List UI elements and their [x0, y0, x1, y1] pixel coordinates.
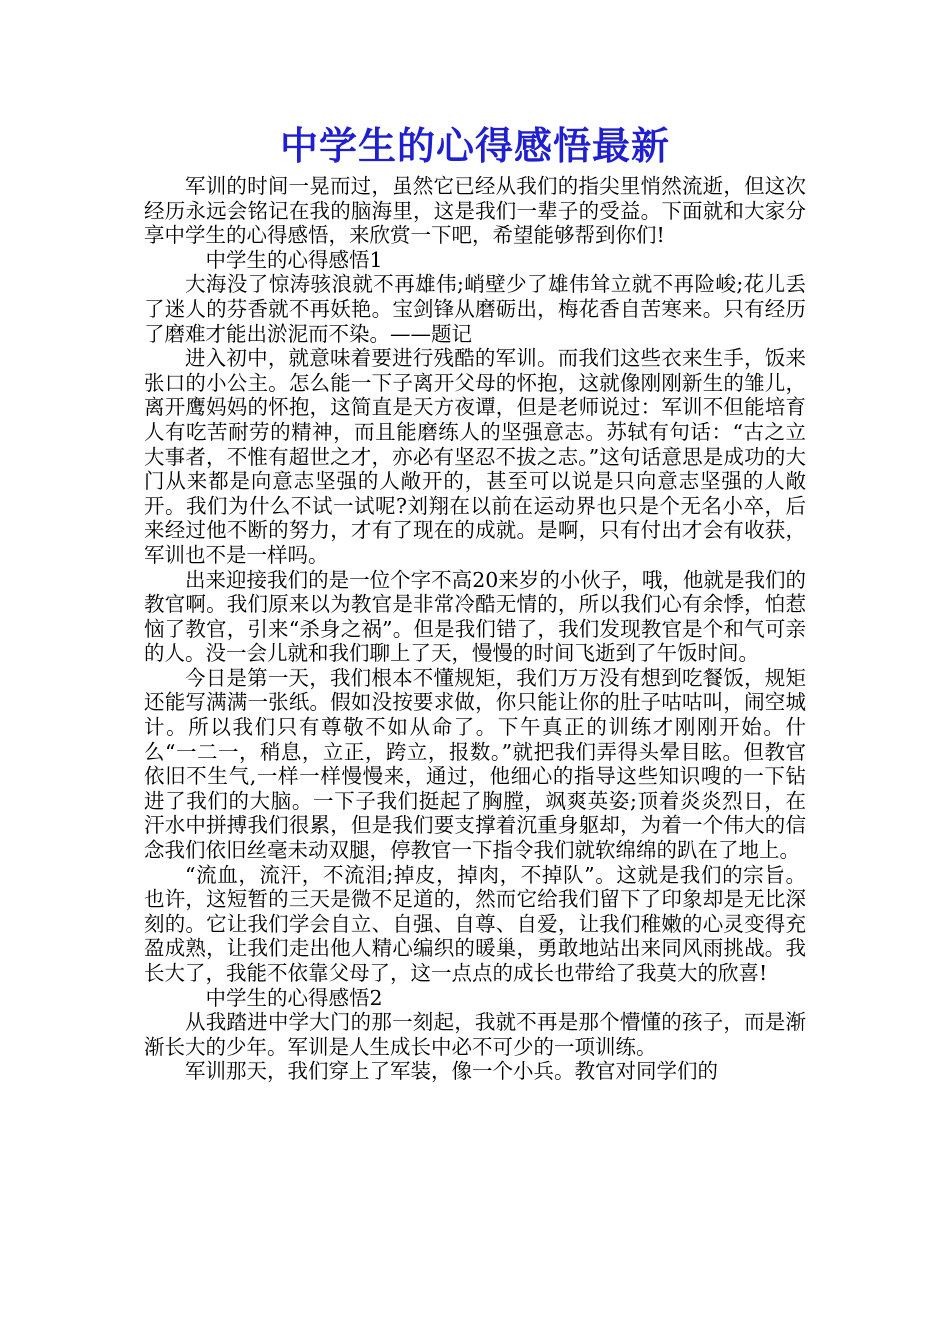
section-2-paragraph-1: 从我踏进中学大门的那一刻起，我就不再是那个懵懂的孩子，而是渐渐长大的少年。军训是人生成长中必不可少的一项训练。	[144, 1010, 806, 1059]
section-1-paragraph-2: 进入初中，就意味着要进行残酷的军训。而我们这些衣来生手，饭来张口的小公主。怎么能一下子离开父母的怀抱，这就像刚刚新生的雏儿，离开鹰妈妈的怀抱，这简直是天方夜谭，但是老师说过：军训不但能培育人有吃苦耐劳的精神，而且能磨练人的坚强意志。苏轼有句话：“古之立大事者，不惟有超世之才，亦必有坚忍不拔之志。”这句话意思是成功的大门从来都是向意志坚强的人敞开的，甚至可以说是只向意志坚强的人敞开。我们为什么不试一试呢?刘翔在以前在运动界也只是个无名小卒，后来经过他不断的努力，才有了现在的成就。是啊，只有付出才会有收获，军训也不是一样吗。	[144, 346, 806, 567]
section-2-paragraph-2: 军训那天，我们穿上了军装，像一个小兵。教官对同学们的	[185, 1059, 718, 1084]
document-title: 中学生的心得感悟最新	[279, 124, 670, 168]
section-1-paragraph-5: “流血，流汗，不流泪;掉皮，掉肉，不掉队”。这就是我们的宗旨。也许，这短暂的三天是微不足道的，然而它给我们留下了印象却是无比深刻的。它让我们学会自立、自强、自尊、自爱，让我们稚嫩的心灵变得充盈成熟，让我们走出他人精心编织的暖巢，勇敢地站出来同风雨挑战。我长大了，我能不依靠父母了，这一点点的成长也带给了我莫大的欣喜!	[144, 862, 806, 985]
intro-paragraph: 军训的时间一晃而过，虽然它已经从我们的指尖里悄然流逝，但这次经历永远会铭记在我的脑海里，这是我们一辈子的受益。下面就和大家分享中学生的心得感悟，来欣赏一下吧，希望能够帮到你们!	[144, 174, 806, 248]
section-1-paragraph-1: 大海没了惊涛骇浪就不再雄伟;峭壁少了雄伟耸立就不再险峻;花儿丢了迷人的芬香就不再妖艳。宝剑锋从磨砺出，梅花香自苦寒来。只有经历了磨难才能出淤泥而不染。——题记	[144, 272, 806, 346]
section-heading-1: 中学生的心得感悟1	[205, 247, 383, 272]
section-1-paragraph-3: 出来迎接我们的是一位个字不高20来岁的小伙子，哦，他就是我们的教官啊。我们原来以为教官是非常冷酷无情的，所以我们心有余悸，怕惹恼了教官，引来“杀身之祸”。但是我们错了，我们发现教官是个和气可亲的人。没一会儿就和我们聊上了天，慢慢的时间飞逝到了午饭时间。	[144, 567, 806, 666]
section-1-paragraph-4: 今日是第一天，我们根本不懂规矩，我们万万没有想到吃餐饭，规矩还能写满满一张纸。假如没按要求做，你只能让你的肚子咕咕叫，闹空城计。所以我们只有尊敬不如从命了。下午真正的训练才刚刚开始。什么“一二一，稍息，立正，跨立，报数。”就把我们弄得头晕目眩。但教官依旧不生气,一样一样慢慢来，通过，他细心的指导这些知识嗖的一下钻进了我们的大脑。一下子我们挺起了胸膛，飒爽英姿;顶着炎炎烈日，在汗水中拼搏我们很累，但是我们要支撑着沉重身躯却，为着一个伟大的信念我们依旧丝毫未动双腿，停教官一下指令我们就软绵绵的趴在了地上。	[144, 665, 806, 863]
section-heading-2: 中学生的心得感悟2	[205, 985, 383, 1010]
document-page	[144, 118, 806, 1084]
